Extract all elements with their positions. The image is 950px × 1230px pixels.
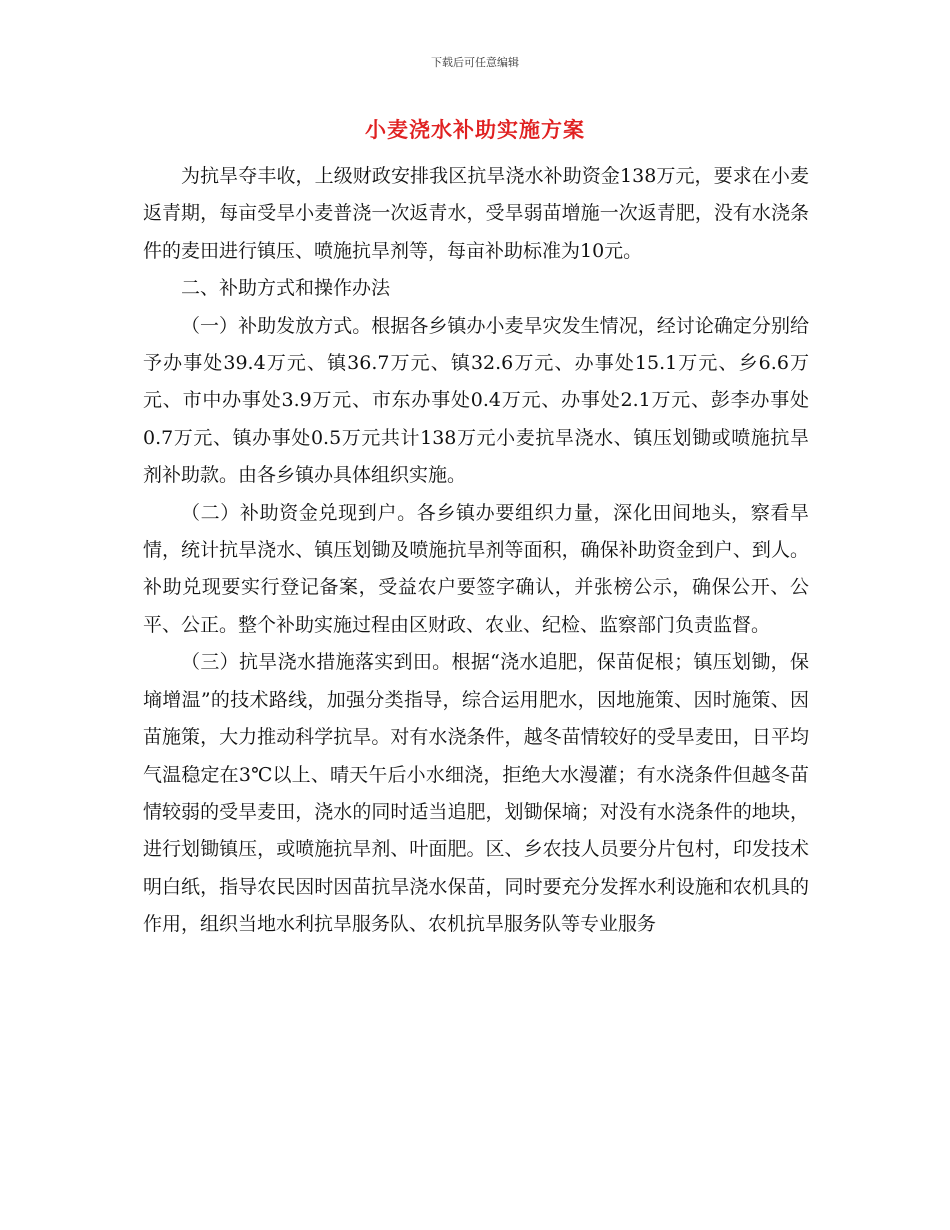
header-note: 下载后可任意编辑 bbox=[431, 56, 519, 69]
paragraph-irrigation-measures: （三）抗旱浇水措施落实到田。根据“浇水追肥，保苗促根；镇压划锄，保墒增温”的技术路线，加强分类指导，综合运用肥水，因地施策、因时施策、因苗施策，大力推动科学抗旱。对有水浇条件，越冬苗情较好的受旱麦田，日平均气温稳定在3℃以上、晴天午后小水细浇，拒绝大水漫灌；有水浇条件但越冬苗情较弱的受旱麦田，浇水的同时适当追肥，划锄保墒；对没有水浇条件的地块，进行划锄镇压，或喷施抗旱剂、叶面肥。区、乡农技人员要分片包村，印发技术明白纸，指导农民因时因苗抗旱浇水保苗，同时要充分发挥水利设施和农机具的作用，组织当地水利抗旱服务队、农机抗旱服务队等专业服务 bbox=[143, 651, 809, 936]
document-body bbox=[143, 158, 809, 944]
paragraph-subsidy-payment: （二）补助资金兑现到户。各乡镇办要组织力量，深化田间地头，察看旱情，统计抗旱浇水、镇压划锄及喷施抗旱剂等面积，确保补助资金到户、到人。补助兑现要实行登记备案，受益农户要签字确认，并张榜公示，确保公开、公平、公正。整个补助实施过程由区财政、农业、纪检、监察部门负责监督。 bbox=[143, 501, 809, 636]
paragraph-subsidy-distribution: （一）补助发放方式。根据各乡镇办小麦旱灾发生情况，经讨论确定分别给予办事处39.4万元、镇36.7万元、镇32.6万元、办事处15.1万元、乡6.6万元、市中办事处3.9万元、市东办事处0.4万元、办事处2.1万元、彭李办事处0.7万元、镇办事处0.5万元共计138万元小麦抗旱浇水、镇压划锄或喷施抗旱剂补助款。由各乡镇办具体组织实施。 bbox=[143, 314, 809, 487]
section-heading: 二、补助方式和操作办法 bbox=[181, 277, 391, 300]
paragraph-intro: 为抗旱夺丰收，上级财政安排我区抗旱浇水补助资金138万元，要求在小麦返青期，每亩受旱小麦普浇一次返青水，受旱弱苗增施一次返青肥，没有水浇条件的麦田进行镇压、喷施抗旱剂等，每亩补助标准为10元。 bbox=[143, 165, 809, 262]
document-title: 小麦浇水补助实施方案 bbox=[365, 117, 585, 142]
